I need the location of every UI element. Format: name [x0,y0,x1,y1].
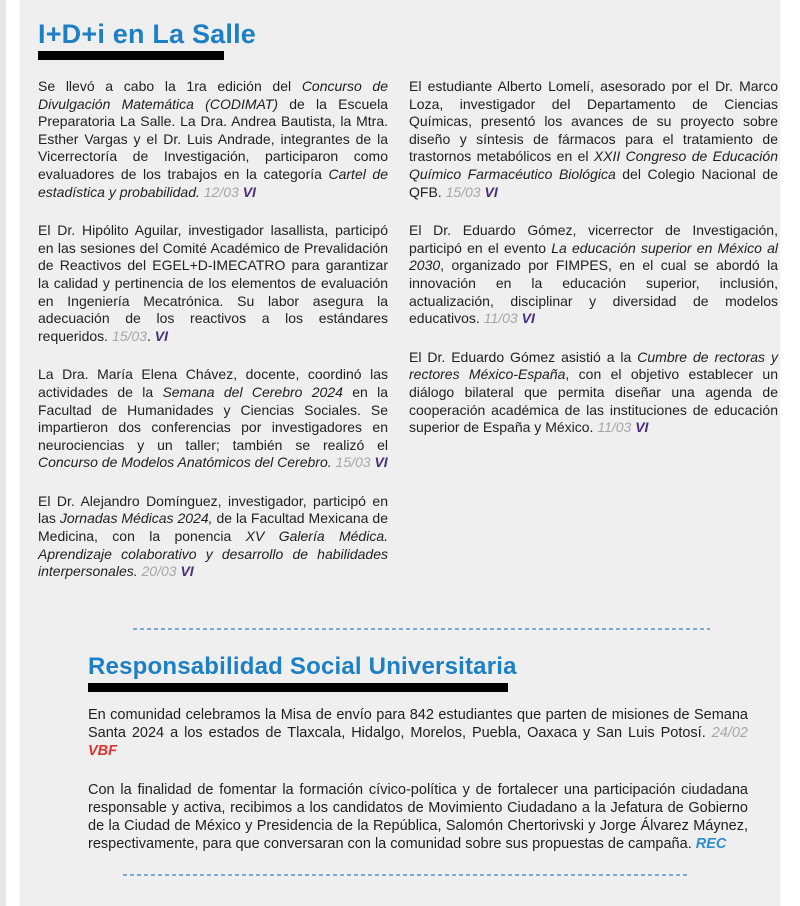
right-column [409,78,778,602]
news-item: Se llevó a cabo la 1ra edición del Concurso de Divulgación Matemática (CODIMAT) de la Escuela Preparatoria La Salle. La Dra. Andrea Bautista, la Mtra. Esther Vargas y el Dr. Luis Andrade, integrantes de la Vicerrectoría de Investigación, participaron como evaluadores de los trabajos en la categoría Cartel de estadística y probabilidad. 12/03 VI [38,78,389,200]
news-item: El Dr. Eduardo Gómez asistió a la Cumbre de rectoras y rectores México-España, con el objetivo establecer un diálogo bilateral que permita diseñar una agenda de cooperación académica de las instituciones de educación superior de España y México. 11/03 VI [409,348,778,436]
two-column-layout [38,78,778,602]
news-item: El estudiante Alberto Lomelí, asesorado por el Dr. Marco Loza, investigador del Departamento de Ciencias Químicas, presentó los avances de su proyecto sobre diseño y síntesis de fármacos para el tratamiento de trastornos metabólicos en el XXII Congreso de Educación Químico Farmacéutico Biológica del Colegio Nacional de QFB. 15/03 VI [409,78,778,200]
section-title-rsu: Responsabilidad Social Universitaria [88,652,517,680]
news-item: Con la finalidad de fomentar la formación cívico-política y de fortalecer una participación ciudadana responsable y activa, recibimos a los candidatos de Movimiento Ciudadano a la Jefatura de Gobierno de la Ciudad de México y Presidencia de la República, Salomón Chertorivski y Jorge Álvarez Máynez, respectivamente, para que conversaran con la comunidad sobre sus propuestas de campaña. REC [88,781,748,852]
dashed-divider [133,628,710,630]
title-underline [88,683,508,692]
page-body [20,0,780,906]
news-item: El Dr. Hipólito Aguilar, investigador lasallista, participó en las sesiones del Comité Académico de Prevalidación de Reactivos del EGEL+D-IMECATRO para garantizar la calidad y pertinencia de los elementos de evaluación en Ingeniería Mecatrónica. Su labor asegura la adecuación de los reactivos a los estándares requeridos. 15/03. VI [38,222,388,344]
left-column [38,78,388,602]
news-item: El Dr. Eduardo Gómez, vicerrector de Investigación, participó en el evento La educación superior en México al 2030, organizado por FIMPES, en el cual se abordó la innovación en la educación superior, inclusión, actualización, disciplinar y diversidad de modelos educativos. 11/03 VI [409,222,778,327]
section-title-idi: I+D+i en La Salle [38,19,257,49]
section-rsu [88,654,778,853]
rsu-paragraphs [88,706,748,853]
title-underline [38,51,224,60]
news-item: El Dr. Alejandro Domínguez, investigador, participó en las Jornadas Médicas 2024, de la Facultad Mexicana de Medicina, con la ponencia XV Galería Médica. Aprendizaje colaborativo y desarrollo de habilidades interpersonales. 20/03 VI [38,492,389,580]
dashed-divider [123,874,690,876]
section-idi [38,20,778,602]
news-item: En comunidad celebramos la Misa de envío para 842 estudiantes que parten de misiones de Semana Santa 2024 a los estados de Tlaxcala, Hidalgo, Morelos, Puebla, Oaxaca y San Luis Potosí. 24/02 VBF [88,706,748,759]
news-item: La Dra. María Elena Chávez, docente, coordinó las actividades de la Semana del Cerebro 2024 en la Facultad de Humanidades y Ciencias Sociales. Se impartieron dos conferencias por investigadores en neurociencias y un taller; también se realizó el Concurso de Modelos Anatómicos del Cerebro. 15/03 VI [38,366,388,471]
page-left-edge [0,0,6,906]
